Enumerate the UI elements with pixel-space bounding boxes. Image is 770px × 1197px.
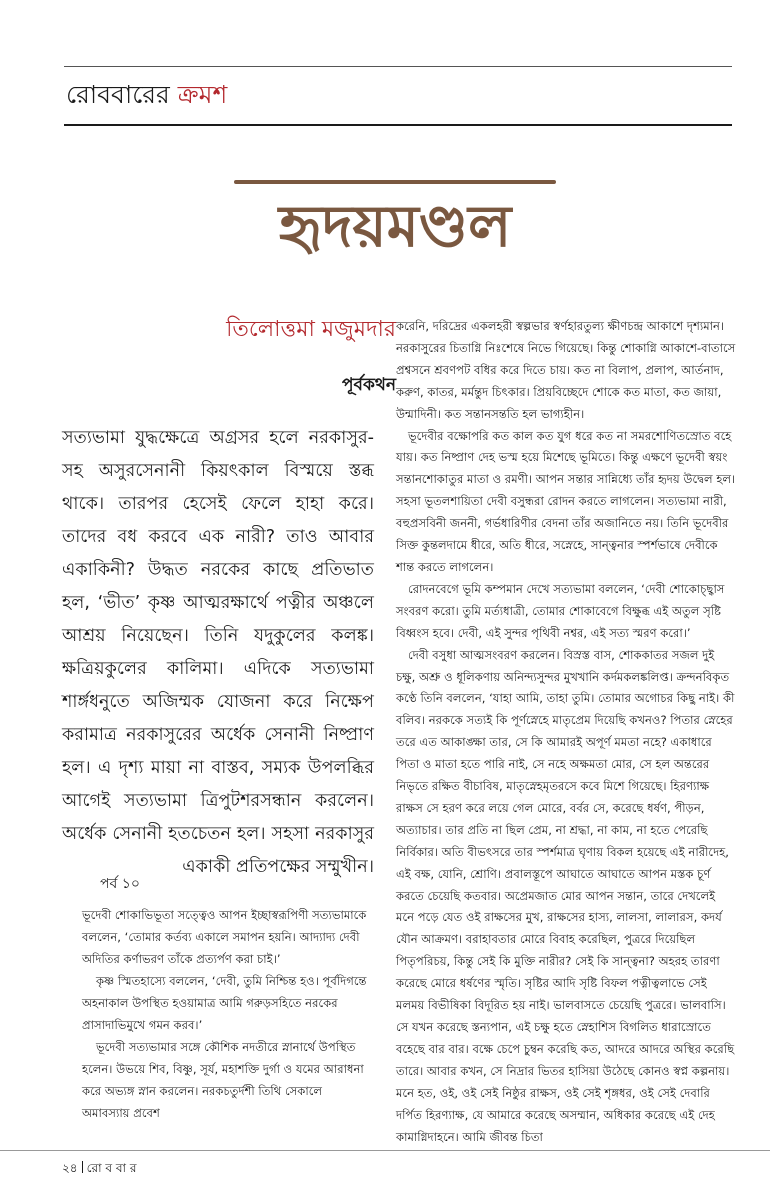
footer-rule <box>0 1150 770 1151</box>
right-column-text <box>396 316 736 1148</box>
section-header <box>66 78 227 112</box>
title-text: হৃদয়মণ্ডল <box>278 192 512 260</box>
author-name: তিলোত্তমা মজুমদার <box>226 317 396 342</box>
page-footer <box>62 1160 136 1180</box>
page-number: ২৪ <box>62 1161 78 1175</box>
episode-label: পর্ব ১০ <box>100 876 140 892</box>
top-rule <box>64 66 732 67</box>
body-paragraph: রোদনবেগে ভূমি কম্পমান দেখে সত্যভামা বললেন, ‘দেবী শোকোচ্ছ্বাস সংবরণ করো। তুমি মর্ত্যধাত্রী, তোমার শোকাবেগে বিক্ষুব্ধ এই অতুল সৃষ্টি বিধ্বংস হবে। দেবী, এই সুন্দর পৃথিবী নশ্বর, এই সত্য স্মরণ করো।’ <box>396 581 725 640</box>
section-header-prefix: রোববারের <box>66 80 170 109</box>
intro-paragraph: সত্যভামা যুদ্ধক্ষেত্রে অগ্রসর হলে নরকাসুর-সহ অসুরসেনানী কিয়ৎকাল বিস্ময়ে স্তব্ধ থাকে। তারপর হেসেই ফেলে হাহা করে। তাদের বধ করবে এক নারী? তাও আবার একাকিনী? উদ্ধত নরকের কাছে প্রতিভাত হল, ‘ভীত’ কৃষ্ণ আত্মরক্ষার্থে পত্নীর অঞ্চলে আশ্রয় নিয়েছেন। তিনি যদুকুলের কলঙ্ক। ক্ষত্রিয়কুলের কালিমা। এদিকে সত্যভামা শার্ঙ্গধনুতে অজিম্মক যোজনা করে নিক্ষেপ করামাত্র নরকাসুরের অর্ধেক সেনানী নিষ্প্রাণ হল। এ দৃশ্য মায়া না বাস্তব, সম্যক উপলব্ধির আগেই সত্যভামা ত্রিপুটশরসন্ধান করলেন। অর্ধেক সেনানী হতচেতন হল। সহসা নরকাসুর একাকী প্রতিপক্ষের সম্মুখীন। <box>62 428 374 877</box>
body-paragraph: ভূদেবীর বক্ষোপরি কত কাল কত যুগ ধরে কত না সমরশোণিতস্রোত বহে যায়। কত নিষ্প্রাণ দেহ ভস্ম হয়ে মিশেছে ভূমিতে। কিন্তু এক্ষণে ভূদেবী স্বয়ং সন্তানশোকাতুর মাতা ও রমণী। আপন সন্তার সান্নিধ্যে তাঁর হৃদয় উদ্বেল হল। সহসা ভূতলশায়িতা দেবী বসুন্ধরা রোদন করতে লাগলেন। সত্যভামা নারী, বহুপ্রসবিনী জননী, গর্ভধারিণীর বেদনা তাঁর অজানিতে নয়। তিনি ভূদেবীর সিক্ত কুন্তলদামে ধীরে, অতি ধীরে, সস্নেহে, সান্ত্বনার স্পর্শভাষে দেবীকে শান্ত করতে লাগলেন। <box>396 428 736 574</box>
left-column-text <box>82 904 372 1124</box>
section-header-accent: ক্রমশ <box>177 80 228 109</box>
header-rule <box>64 124 732 126</box>
title-logo <box>230 160 560 265</box>
body-paragraph: কৃষ্ণ স্মিতহাস্যে বললেন, ‘দেবী, তুমি নিশ্চিন্ত হও। পূর্বদিগন্তে অহনাকাল উপস্থিত হওয়ামাত্র আমি গরুড়সহিতে নরকের প্রাসাদাভিমুখে গমন করব।’ <box>82 974 367 1032</box>
magazine-name: রো ব বা র <box>86 1161 137 1175</box>
footer-separator <box>82 1161 83 1173</box>
body-paragraph: করেনি, দরিদ্রের একলহরী স্বল্পভার স্বর্ণহারতুল্য ক্ষীণচন্দ্র আকাশে দৃশ্যমান। নরকাসুরের চিতাগ্নি নিঃশেষে নিভে গিয়েছে। কিন্তু শোকাগ্নি আকাশে-বাতাসে প্রশ্বসনে শ্রবণপট বধির করে দিতে চায়। কত না বিলাপ, প্রলাপ, আর্তনাদ, করুণ, কাতর, মর্মন্তুদ চিৎকার। প্রিয়বিচ্ছেদে শোকে কত মাতা, কত জায়া, উন্মাদিনী। কত সন্তানসন্ততি হল ভাগ্যহীন। <box>396 319 736 421</box>
intro-recap <box>62 422 374 884</box>
subheading: পূর্বকথন <box>341 375 396 395</box>
body-paragraph: ভূদেবী সত্যভামার সঙ্গে কৌশিক নদতীরে স্নানার্থে উপস্থিত হলেন। উভয়ে শিব, বিষ্ণু, সূর্য, মহাশক্তি দুর্গা ও যমের আরাধনা করে অভ্যঙ্গ স্নান করলেন। নরকচতুর্দশী তিথি সেকালে অমাবস্যায় প্রবেশ <box>82 1040 364 1120</box>
body-paragraph: ভূদেবী শোকাভিভূতা সত্ত্বেও আপন ইচ্ছাস্বরূপিণী সত্যভামাকে বললেন, ‘তোমার কর্তব্য একালে সমাপন হয়নি। আদ্যাদ্য দেবী অদিতির কর্ণাভরণ তাঁকে প্রত্যর্পণ করা চাই।’ <box>82 908 367 966</box>
body-paragraph: দেবী বসুধা আত্মসংবরণ করলেন। বিস্রস্ত বাস, শোককাতর সজল দুই চক্ষু, অশ্রু ও ধূলিকণায় অনিন্দ্যসুন্দর মুখখানি কর্দমকলঙ্কলিপ্ত। ক্রন্দনবিকৃত কণ্ঠে তিনি বললেন, ‘যাহা আমি, তাহা তুমি। তোমার অগোচর কিছু নাই। কী বলিব। নরককে সত্যই কি পূর্ণস্নেহে মাতৃপ্রেম দিয়েছি কখনও? পিতার স্নেহের তরে এত আকাঙ্ক্ষা তার, সে কি আমারই অপূর্ণ মমতা নহে? একাধারে পিতা ও মাতা হতে পারি নাই, সে নহে অক্ষমতা মোর, সে হল অন্তরের নিভৃতে রক্ষিত বীচাবিষ, মাতৃস্নেহমৃতরসে কবে মিশে গিয়েছে। হিরণ্যাক্ষ রাক্ষস সে হরণ করে লয়ে গেল মোরে, বর্বর সে, করেছে ধর্ষণ, পীড়ন, অত্যাচার। তার প্রতি না ছিল প্রেম, না শ্রদ্ধা, না কাম, না হতে পেরেছি নির্বিকার। অতি বীভৎসরে তার স্পর্শমাত্র ঘৃণায় বিকল হয়েছে এই নারীদেহ, এই বক্ষ, যোনি, শ্রোণি। প্রবালস্তূপে আঘাতে আঘাতে আপন মস্তক চূর্ণ করতে চেয়েছি কতবার। অপ্রেমজাত মোর আপন সন্তান, তারে দেখলেই মনে পড়ে যেত ওই রাক্ষসের মুখ, রাক্ষসের হাস্য, লালসা, লালারস, কদর্য যৌন আক্রমণ। বরাহাবতার মোরে বিবাহ করেছিল, পুত্ররে দিয়েছিল পিতৃপরিচয়, কিন্তু সেই কি মুক্তি নারীর? সেই কি সান্ত্বনা? অহরহ তারণা করেছে মোরে ধর্ষণের স্মৃতি। সৃষ্টির আদি সৃষ্টি বিফল পত্নীত্বলাভে সেই মলময় বিভীষিকা বিদূরিত হয় নাই। ভালবাসতে চেয়েছি পুত্ররে। ভালবাসি। সে যখন করেছে স্তন্যপান, এই চক্ষু হতে স্নেহাশিস বিগলিত ধারাস্রোতে বহেছে বার বার। বক্ষে চেপে চুম্বন করেছি কত, আদরে আদরে অস্থির করেছি তারে। আবার কখন, সে নিদ্রার ভিতর হাসিয়া উঠেছে কোনও স্বপ্ন কল্পনায়। মনে হত, ওই, ওই সেই নিষ্ঠুর রাক্ষস, ওই সেই শৃঙ্গধর, ওই সেই দেবারি দর্পিত হিরণ্যাক্ষ, যে আমারে করেছে অসম্মান, অধিকার করেছে এই দেহ কামাগ্নিদাহনে। আমি জীবন্ত চিতা <box>396 647 735 1144</box>
